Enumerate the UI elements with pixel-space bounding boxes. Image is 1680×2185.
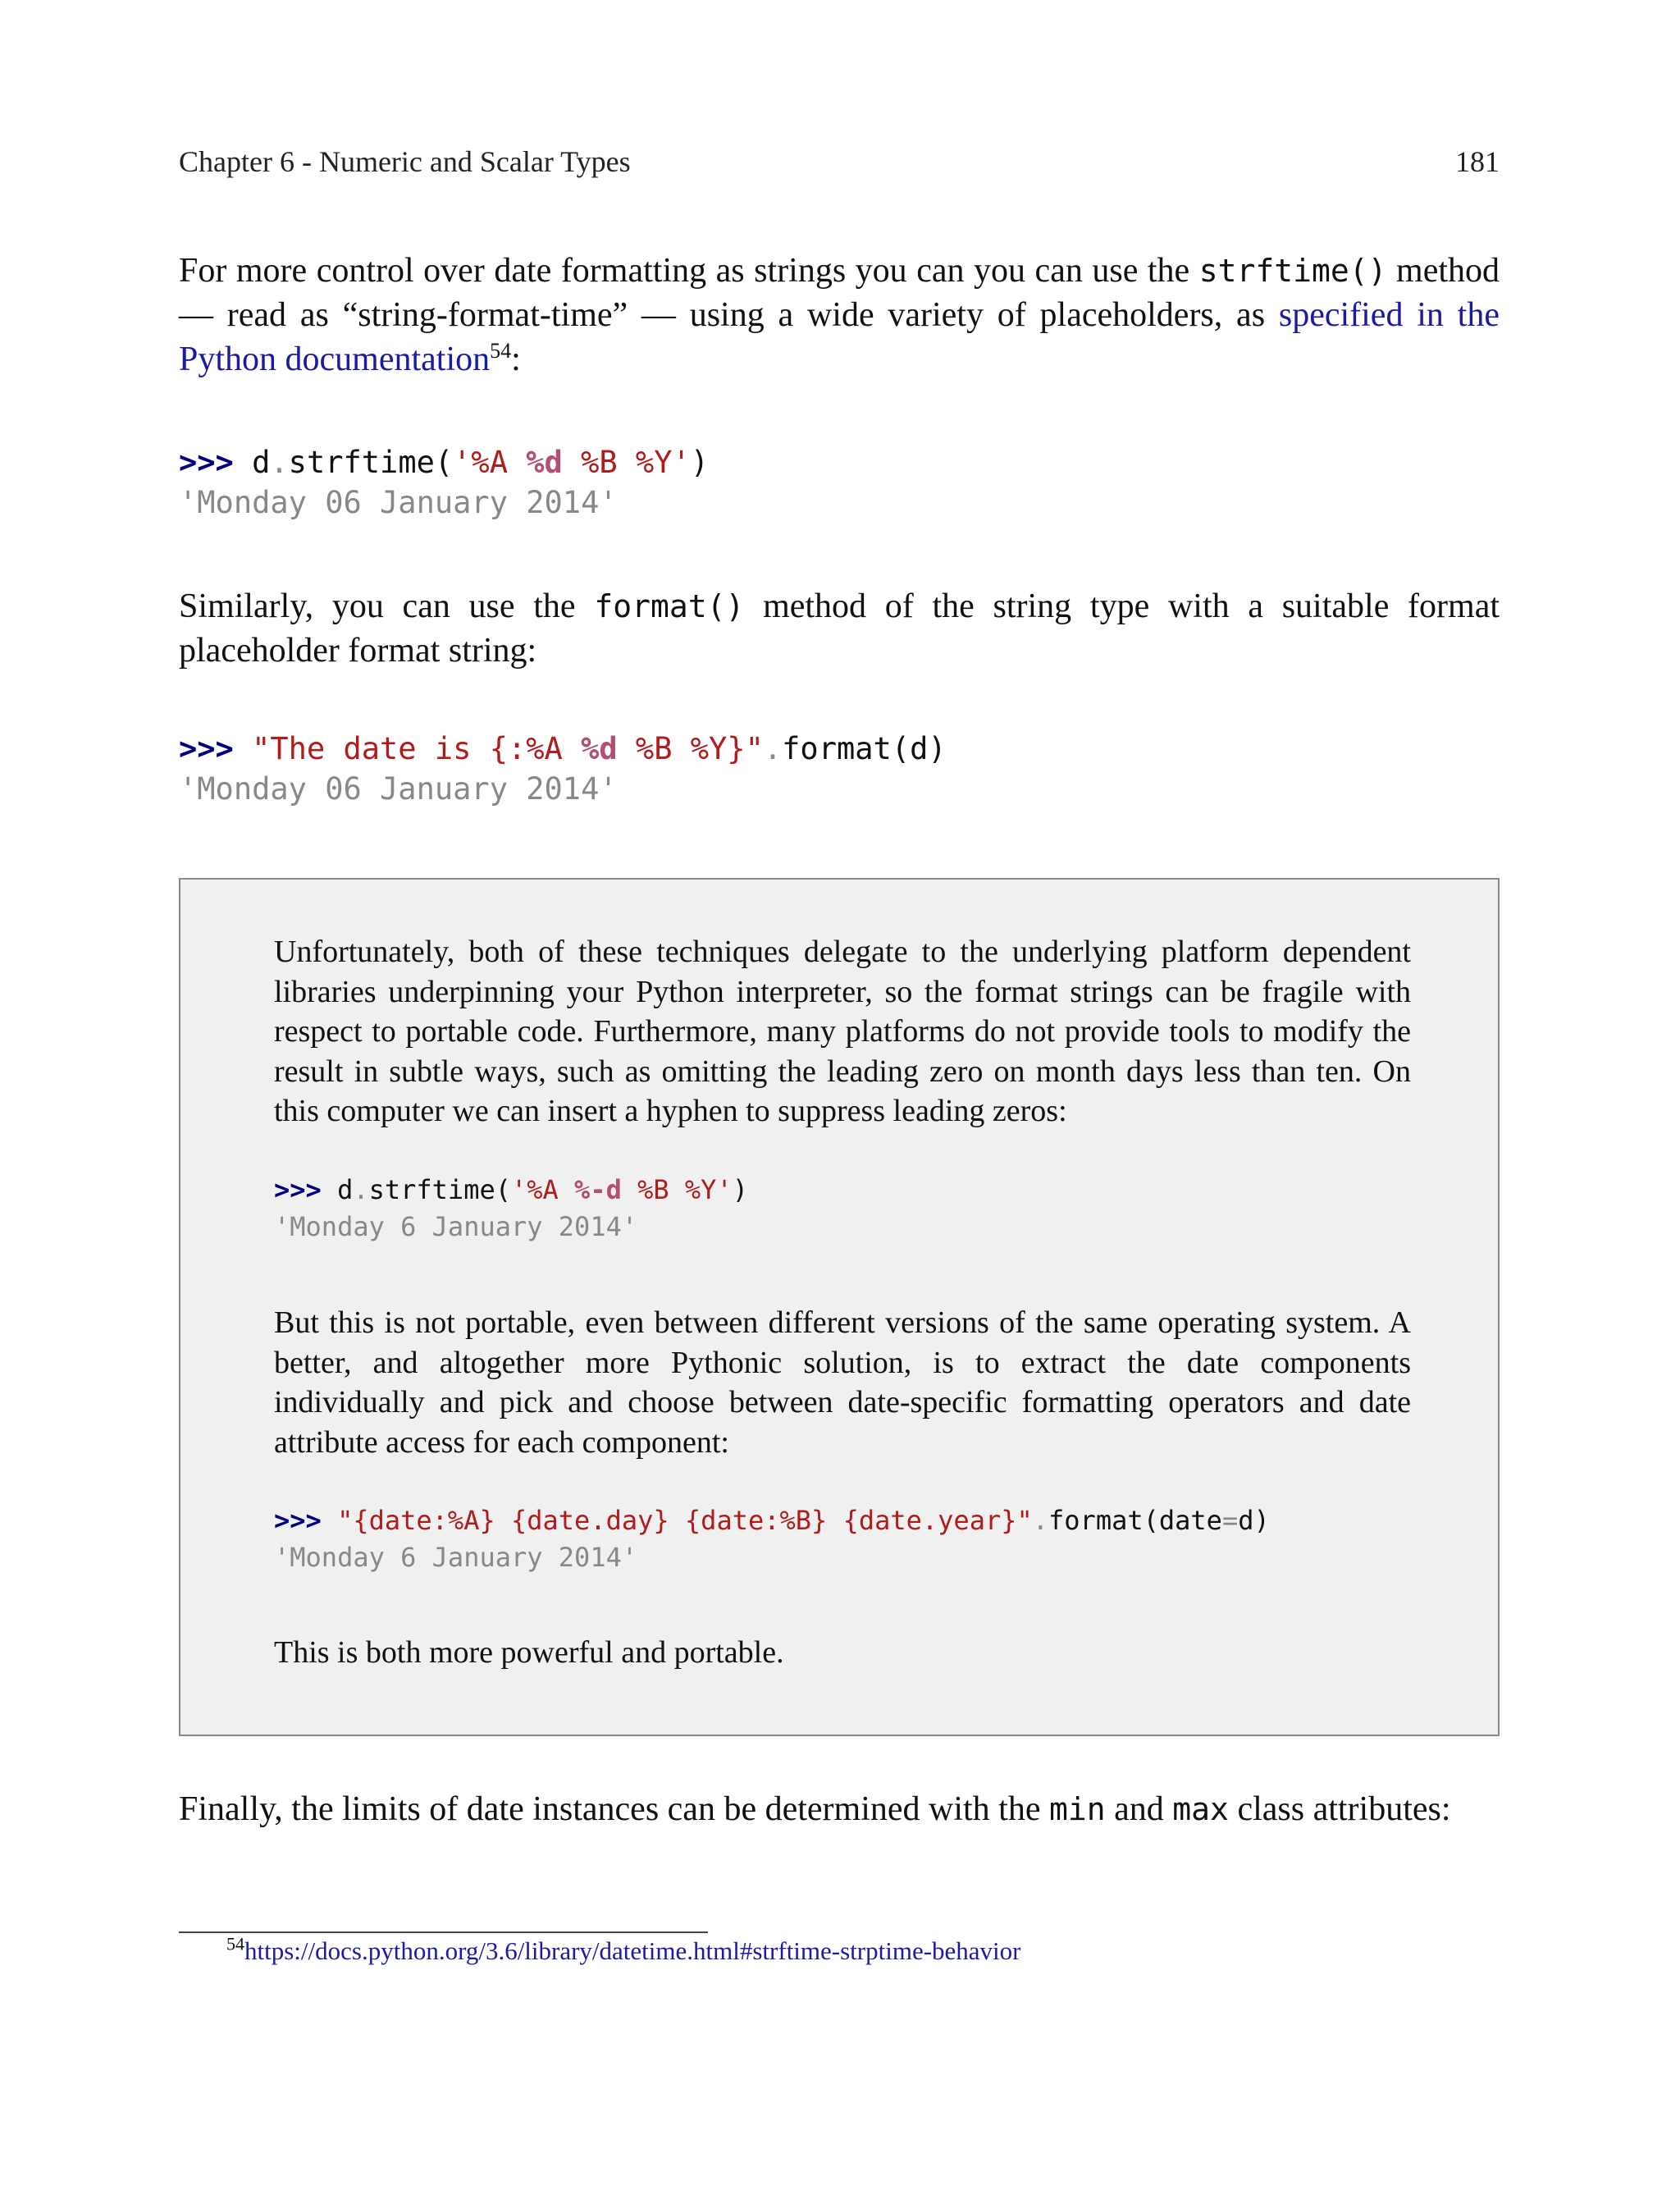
chapter-title: Chapter 6 - Numeric and Scalar Types xyxy=(179,145,631,178)
code-output-line: 'Monday 6 January 2014' xyxy=(274,1211,638,1242)
aside-box xyxy=(179,878,1500,1736)
footnote xyxy=(226,1933,1021,1966)
inline-code-min: min xyxy=(1049,1791,1106,1827)
inline-code-format: format() xyxy=(594,588,745,624)
code-block-format xyxy=(179,729,947,809)
paragraph-strftime-intro: For more control over date formatting as strings you can you can use the strftime() method — read as “string-format-time” — using a wide variety of placeholders, as specified in the Python documentation$^{54}$: xyxy=(179,252,1500,378)
code-input-line: >>> d.strftime('%A %-d %B %Y') xyxy=(274,1174,748,1205)
footnote-divider xyxy=(179,1931,708,1933)
paragraph-format-method: Similarly, you can use the format() method of the string type with a suitable format placeholder format string: xyxy=(179,587,1500,670)
footnote-link[interactable]: https://docs.python.org/3.6/library/datetime.html#strftime-strptime-behavior xyxy=(244,1936,1021,1965)
inline-code-strftime: strftime() xyxy=(1198,253,1387,289)
page-number: 181 xyxy=(1455,145,1500,178)
code-output-line: 'Monday 6 January 2014' xyxy=(274,1542,638,1573)
code-output-line: 'Monday 06 January 2014' xyxy=(179,485,618,520)
paragraph-date-limits: Finally, the limits of date instances can be determined with the min and max class attributes: xyxy=(179,1790,1451,1828)
aside-code-block-hyphen xyxy=(274,1172,748,1246)
aside-paragraph-platform: Unfortunately, both of these techniques delegate to the underlying platform dependent libraries underpinning your Python interpreter, so the format strings can be fragile with respect to portable code. Furthermore, many platforms do not provide tools to modify the result in subtle ways, such as omitting the leading zero on month days less than ten. On this computer we can insert a hyphen to suppress leading zeros: xyxy=(274,935,1411,1128)
code-output-line: 'Monday 06 January 2014' xyxy=(179,771,618,807)
aside-paragraph-portable: But this is not portable, even between different versions of the same operating system. A better, and altogether more Pythonic solution, is to extract the date components individually and pick and choose between date-specific formatting operators and date attribute access for each component: xyxy=(274,1305,1411,1460)
code-input-line: >>> "{date:%A} {date.day} {date:%B} {date.year}".format(date=d) xyxy=(274,1505,1270,1536)
code-input-line: >>> "The date is {:%A %d %B %Y}".format(d) xyxy=(179,731,947,766)
code-block-strftime xyxy=(179,442,709,523)
code-input-line: >>> d.strftime('%A %d %B %Y') xyxy=(179,445,710,480)
footnote-ref[interactable]: 54 xyxy=(490,339,512,363)
python-docs-link[interactable]: specified in the Python documentation xyxy=(179,296,1500,378)
aside-code-block-components xyxy=(274,1502,1270,1576)
inline-code-max: max xyxy=(1172,1791,1229,1827)
aside-paragraph-conclusion: This is both more powerful and portable. xyxy=(274,1635,784,1670)
footnote-number: 54 xyxy=(226,1933,244,1954)
